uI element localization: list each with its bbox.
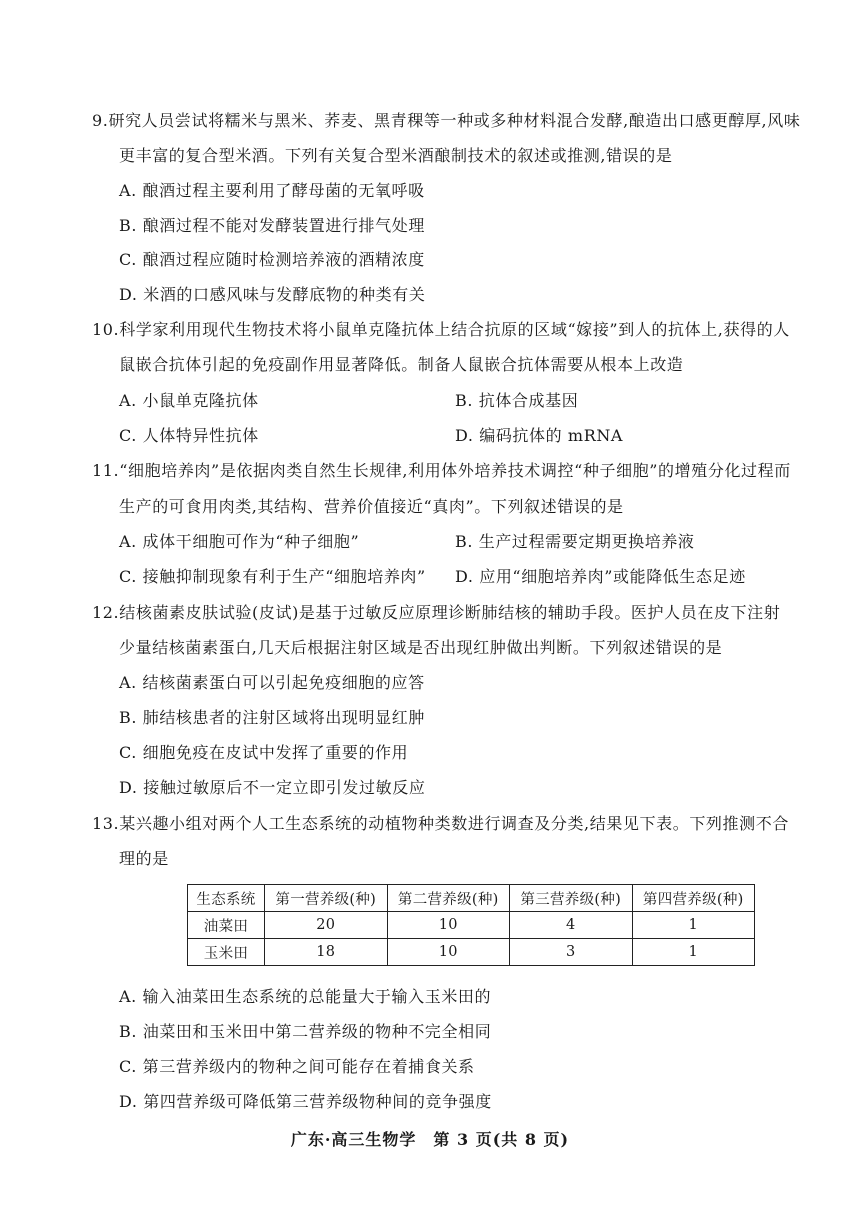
q10-option-b: B. 抗体合成基因 [455,391,579,410]
q10-option-d: D. 编码抗体的 mRNA [455,426,624,445]
q10-stem-line1: 10.科学家利用现代生物技术将小鼠单克隆抗体上结合抗原的区域“嫁接”到人的抗体上,获得的人 [92,320,790,339]
q12-option-b: B. 肺结核患者的注射区域将出现明显红肿 [119,708,425,727]
table-row [188,939,755,966]
table-header-cell: 第二营养级(种) [387,885,510,912]
table-header-row [188,885,755,912]
table-cell: 10 [387,939,510,966]
table-cell: 1 [632,939,755,966]
q11-option-a: A. 成体干细胞可作为“种子细胞” [119,532,360,551]
q9-option-c: C. 酿酒过程应随时检测培养液的酒精浓度 [119,250,425,269]
q10-option-a: A. 小鼠单克隆抗体 [119,391,259,410]
q11-option-c: C. 接触抑制现象有利于生产“细胞培养肉” [119,567,426,586]
q11-stem-line1: 11.“细胞培养肉”是依据肉类自然生长规律,利用体外培养技术调控“种子细胞”的增殖分化过程而 [92,461,791,480]
q13-option-d: D. 第四营养级可降低第三营养级物种间的竞争强度 [119,1092,492,1111]
q12-stem-line2: 少量结核菌素蛋白,几天后根据注射区域是否出现红肿做出判断。下列叙述错误的是 [119,638,723,657]
table-header-cell: 第一营养级(种) [265,885,388,912]
table-cell: 18 [265,939,388,966]
table-row [188,912,755,939]
table-cell: 20 [265,912,388,939]
table-cell: 3 [510,939,633,966]
q12-option-a: A. 结核菌素蛋白可以引起免疫细胞的应答 [119,673,425,692]
table-header-cell: 第三营养级(种) [510,885,633,912]
q11-option-d: D. 应用“细胞培养肉”或能降低生态足迹 [455,567,746,586]
table-header-cell: 生态系统 [188,885,265,912]
q9-stem-line1: 9.研究人员尝试将糯米与黑米、荞麦、黑青稞等一种或多种材料混合发酵,酿造出口感更醇厚,风味 [92,111,801,130]
q9-option-a: A. 酿酒过程主要利用了酵母菌的无氧呼吸 [119,181,425,200]
table-cell: 10 [387,912,510,939]
q9-stem-line2: 更丰富的复合型米酒。下列有关复合型米酒酿制技术的叙述或推测,错误的是 [119,146,673,165]
table-header-cell: 第四营养级(种) [632,885,755,912]
ecosystem-table [187,884,755,966]
q13-stem-line1: 13.某兴趣小组对两个人工生态系统的动植物种类数进行调查及分类,结果见下表。下列推测不合 [92,814,789,833]
q13-option-a: A. 输入油菜田生态系统的总能量大于输入玉米田的 [119,987,492,1006]
q10-stem-line2: 鼠嵌合抗体引起的免疫副作用显著降低。制备人鼠嵌合抗体需要从根本上改造 [119,355,684,374]
q10-option-c: C. 人体特异性抗体 [119,426,259,445]
table-cell: 1 [632,912,755,939]
table-cell: 4 [510,912,633,939]
q12-option-d: D. 接触过敏原后不一定立即引发过敏反应 [119,778,426,797]
q12-stem-line1: 12.结核菌素皮肤试验(皮试)是基于过敏反应原理诊断肺结核的辅助手段。医护人员在皮下注射 [92,603,781,622]
table-cell: 油菜田 [188,912,265,939]
q13-option-c: C. 第三营养级内的物种之间可能存在着捕食关系 [119,1057,475,1076]
q13-stem-line2: 理的是 [119,849,169,868]
q12-option-c: C. 细胞免疫在皮试中发挥了重要的作用 [119,743,409,762]
q11-stem-line2: 生产的可食用肉类,其结构、营养价值接近“真肉”。下列叙述错误的是 [119,497,624,516]
q9-option-b: B. 酿酒过程不能对发酵装置进行排气处理 [119,216,425,235]
q11-option-b: B. 生产过程需要定期更换培养液 [455,532,695,551]
q9-option-d: D. 米酒的口感风味与发酵底物的种类有关 [119,285,426,304]
page-footer: 广东·高三生物学 第 3 页(共 8 页) [290,1130,570,1149]
table-cell: 玉米田 [188,939,265,966]
q13-option-b: B. 油菜田和玉米田中第二营养级的物种不完全相同 [119,1022,492,1041]
